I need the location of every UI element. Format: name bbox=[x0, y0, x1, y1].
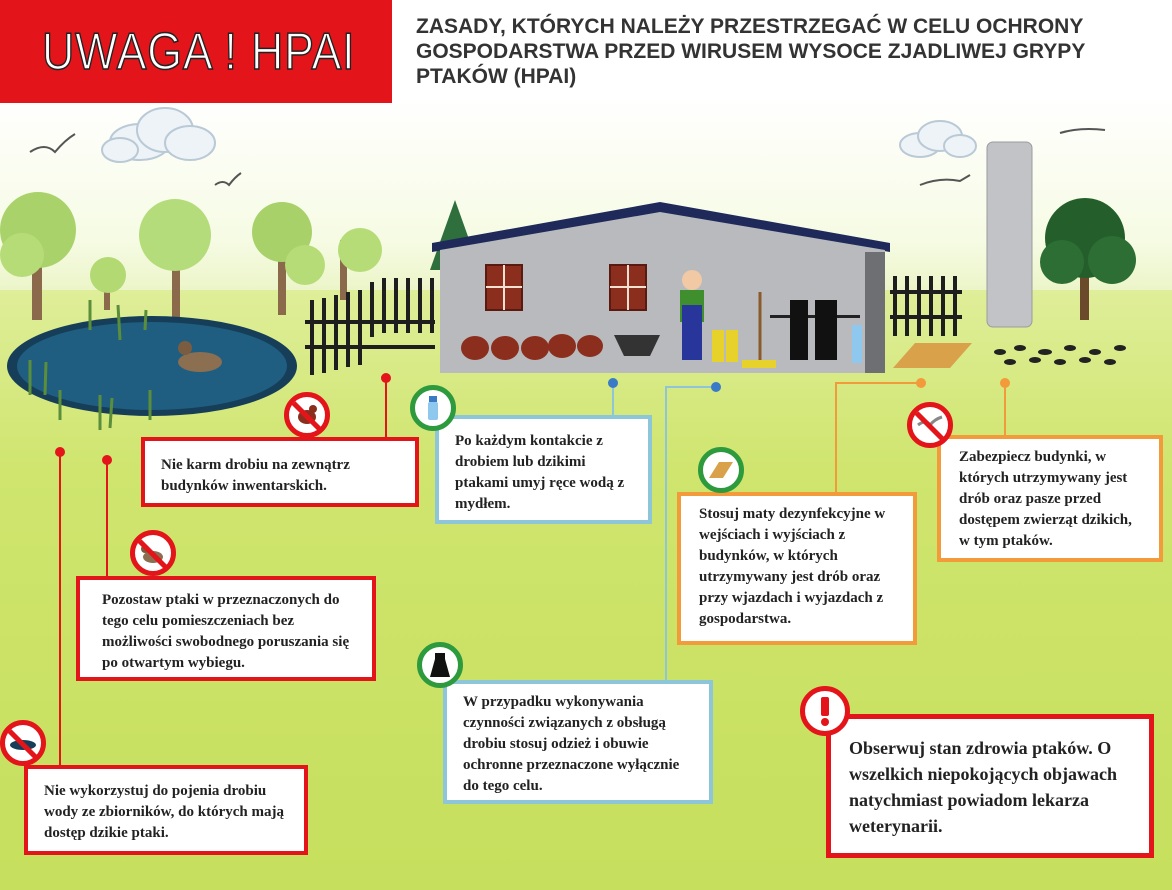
header-banner bbox=[0, 0, 392, 103]
rule-observe bbox=[826, 714, 1154, 858]
rule-mats-text: Stosuj maty dezynfekcyjne w wejściach i wyjściach z budynków, w których utrzymywany jest drób oraz przy wjazdach i wyjazdach z gospodarstwa. bbox=[699, 506, 886, 627]
rule-keep-text: Pozostaw ptaki w przeznaczonych do tego celu pomieszczeniach bez możliwości swobodnego poruszania się po otwartym wybiegu. bbox=[102, 592, 350, 671]
rule-observe-text: Obserwuj stan zdrowia ptaków. O wszelkich niepokojących objawach natychmiast powiadom lekarza weterynarii. bbox=[849, 738, 1118, 836]
apron-icon bbox=[417, 642, 463, 688]
rule-water bbox=[24, 765, 308, 855]
no-wild-bird-icon bbox=[907, 402, 953, 448]
page-subtitle: ZASADY, KTÓRYCH NALEŻY PRZESTRZEGAĆ W CELU OCHRONY GOSPODARSTWA PRZED WIRUSEM WYSOCE ZJADLIWEJ GRYPY PTAKÓW (HPAI) bbox=[416, 15, 1085, 88]
disinfection-mat-icon bbox=[698, 447, 744, 493]
rule-feed-text: Nie karm drobiu na zewnątrz budynków inwentarskich. bbox=[161, 457, 350, 494]
rule-wash-text: Po każdym kontakcie z drobiem lub dzikimi ptakami umyj ręce wodą z mydłem. bbox=[455, 433, 625, 512]
rule-secure-text: Zabezpiecz budynki, w których utrzymywany jest drób oraz pasze przed dostępem zwierząt dzikich, w tym ptaków. bbox=[959, 449, 1132, 549]
no-chicken-icon bbox=[284, 392, 330, 438]
rule-keep bbox=[76, 576, 376, 681]
page-title: UWAGA ! HPAI bbox=[42, 23, 356, 81]
spray-bottle-icon bbox=[410, 385, 456, 431]
rule-wash bbox=[435, 415, 652, 524]
no-water-bowl-icon bbox=[0, 720, 46, 766]
rule-water-text: Nie wykorzystuj do pojenia drobiu wody ze zbiorników, do których mają dostęp dzikie ptaki. bbox=[44, 783, 284, 841]
rule-mats bbox=[677, 492, 917, 645]
no-duck-icon bbox=[130, 530, 176, 576]
exclamation-icon bbox=[800, 686, 850, 736]
rule-clothes-text: W przypadku wykonywania czynności związanych z obsługą drobiu stosuj odzież i obuwie ochronne przeznaczone wyłącznie do tego celu. bbox=[463, 694, 680, 794]
rule-clothes bbox=[443, 680, 713, 804]
rule-feed bbox=[141, 437, 419, 507]
rule-secure bbox=[937, 435, 1163, 562]
